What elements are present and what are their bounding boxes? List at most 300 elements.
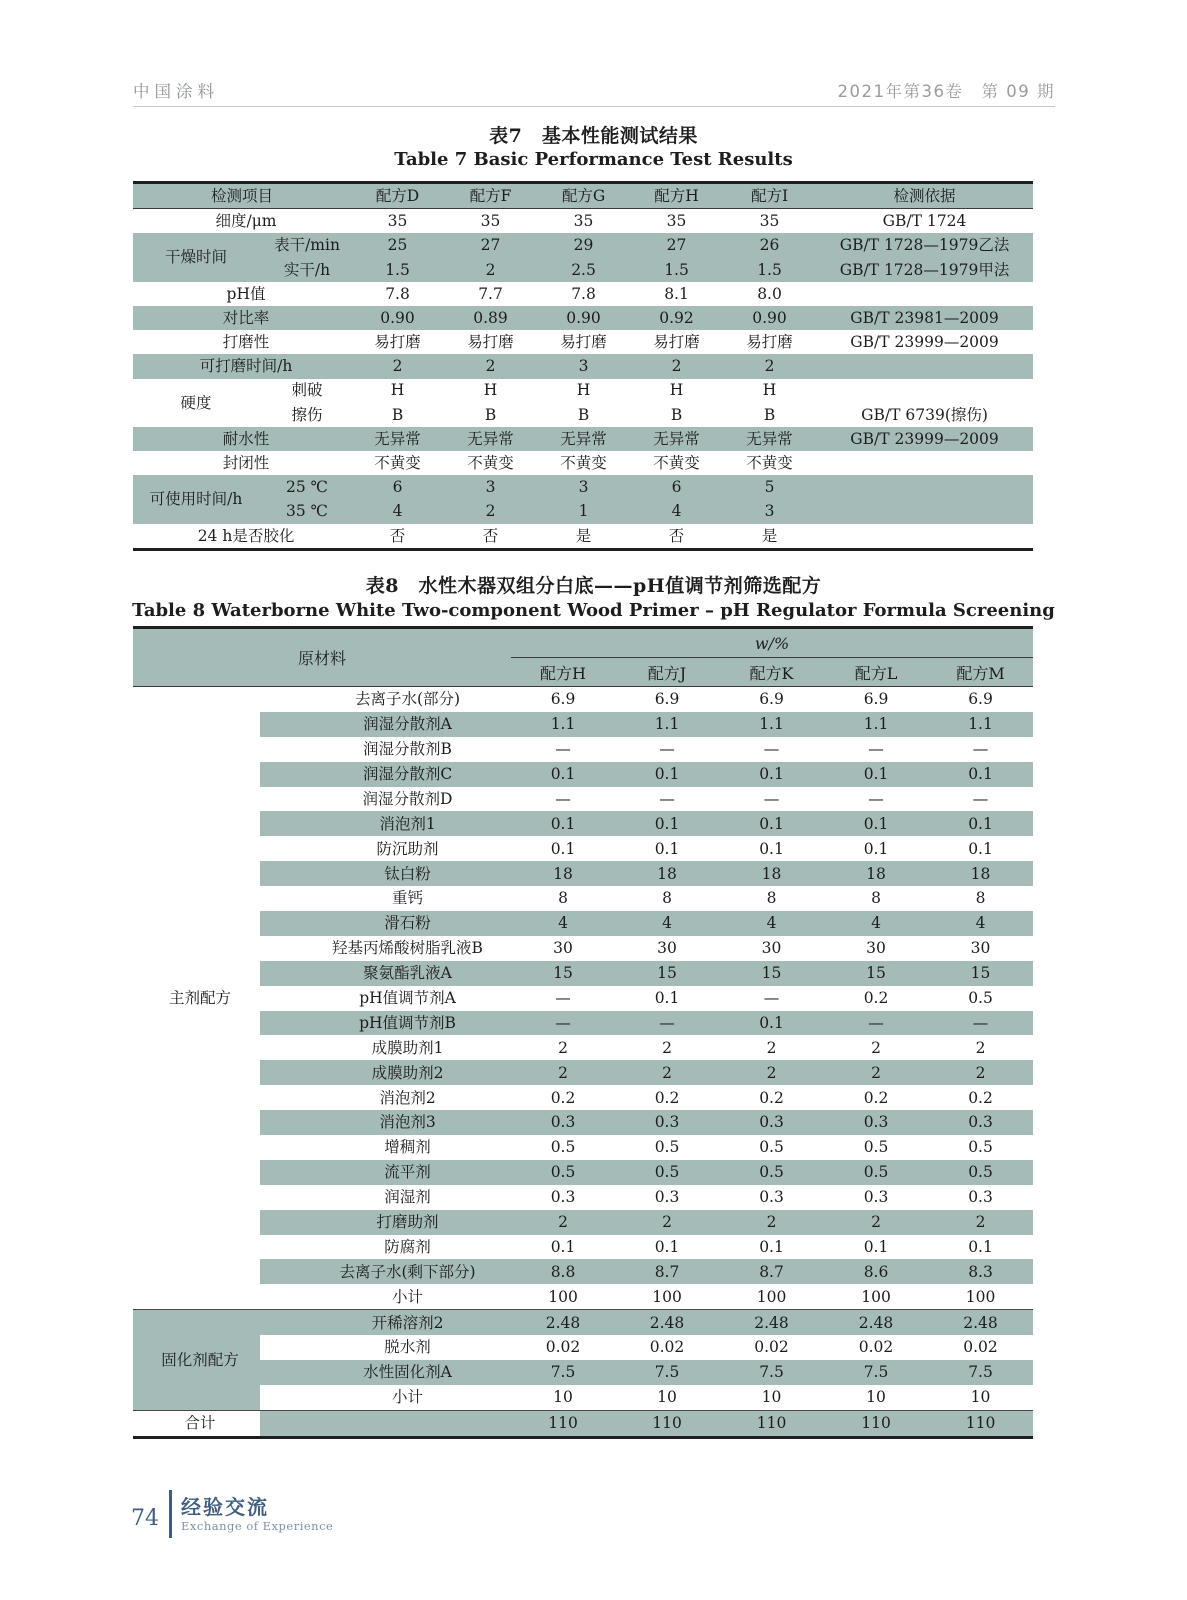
sub-cell: 实干/h [251,258,351,282]
value-cell: 0.2 [654,1088,680,1107]
mat-cell: 流平剂 [260,1160,511,1185]
table-row [133,499,1033,523]
value-cell: 5 [723,475,816,499]
header-cell: 配方I [723,183,816,209]
header-cell: 检测项目 [133,183,351,209]
value-cell [816,499,1033,523]
value-cell: 8.8 [511,1259,615,1284]
value-cell: 0.1 [615,811,719,836]
value-cell: 1.5 [630,258,723,282]
sub-cell: 刺破 [291,381,323,400]
value-cell: B [391,405,404,424]
value-cell: 100 [652,1287,682,1306]
value-cell: 3 [723,499,816,523]
value-cell: 0.02 [649,1338,685,1357]
value-cell: 2 [511,1060,615,1085]
mat-cell: 去离子水(剩下部分) [260,1259,511,1284]
value-cell: 0.1 [550,839,576,858]
mat-cell: 成膜助剂1 [371,1038,444,1057]
value-cell: 100 [756,1287,787,1306]
value-cell: 15 [511,961,615,986]
value-cell: — [555,789,571,808]
value-cell: 不黄变 [746,454,793,473]
value-cell: B [484,405,497,424]
sub-cell: 表干/min [251,233,351,257]
value-cell: 30 [657,939,677,958]
value-cell: 0.3 [759,1188,784,1207]
table-row [133,427,1033,451]
formula-m-header: 配方M [928,658,1033,687]
value-cell: 0.1 [719,1011,824,1036]
value-cell: 0.02 [858,1338,894,1357]
mat-cell: 增稠剂 [384,1138,431,1157]
mat-cell: 聚氨酯乳液A [260,961,511,986]
table-row [133,282,1033,306]
value-cell: GB/T 6739(擦伤) [861,405,988,424]
value-cell: 2 [766,1038,777,1057]
value-cell: 2.48 [615,1310,719,1335]
value-cell: 15 [824,961,928,986]
mat-cell: 脱水剂 [384,1338,431,1357]
table7-title-cn: 表7 基本性能测试结果 [489,125,698,147]
value-cell: 35 [387,212,408,231]
value-cell: 27 [444,233,537,257]
table-row [133,712,1033,737]
value-cell: 4 [351,499,444,523]
mat-cell: 打磨助剂 [260,1210,511,1235]
value-cell: 10 [657,1388,677,1407]
header-cell: 配方H [630,183,723,209]
value-cell: 110 [719,1410,824,1437]
value-cell: 10 [553,1388,573,1407]
table-row [133,1135,1033,1160]
value-cell: — [511,1011,615,1036]
header-cell: 配方G [537,183,630,209]
value-cell: 0.3 [511,1110,615,1135]
formula-j-header: 配方J [615,658,719,687]
table-row [133,379,1033,403]
value-cell: 2 [719,1060,824,1085]
value-cell: 2 [558,1038,568,1057]
table-row [133,1385,1033,1410]
table8-header-row-1 [133,628,1033,658]
value-cell: 0.1 [719,811,824,836]
table-row [133,354,1033,378]
value-cell: 100 [548,1287,578,1306]
value-cell: 不黄变 [560,454,607,473]
table-row [133,451,1033,475]
value-cell: 0.1 [863,1237,889,1256]
value-cell: — [868,740,884,759]
value-cell: H [576,381,591,400]
value-cell: 3 [537,354,630,378]
value-cell: GB/T 23999—2009 [850,333,999,352]
table-row [133,961,1033,986]
value-cell: 不黄变 [653,454,700,473]
value-cell [816,379,1033,403]
value-cell: 35 [759,212,780,231]
lbl-cell: pH值 [226,284,266,303]
mat-cell: 防腐剂 [384,1237,431,1256]
value-cell: 0.90 [351,306,444,330]
table-row [133,1259,1033,1284]
value-cell: 3 [537,475,630,499]
value-cell: 8 [871,889,881,908]
value-cell: 0.5 [550,1138,576,1157]
table-row [133,524,1033,550]
value-cell: 35 [573,212,594,231]
value-cell: 0.1 [824,811,928,836]
value-cell: 0.92 [630,306,723,330]
value-cell: 0.5 [968,989,993,1007]
mat-cell: 滑石粉 [260,911,511,936]
value-cell: 4 [630,499,723,523]
value-cell: GB/T 1724 [882,212,967,231]
header-cell: 配方F [444,183,537,209]
value-cell: 0.2 [968,1088,993,1107]
value-cell: 18 [824,861,928,886]
value-cell: 7.5 [928,1360,1033,1385]
table-row [133,1410,1033,1437]
table-row [133,986,1033,1011]
value-cell: 无异常 [537,427,630,451]
value-cell: 110 [824,1410,928,1437]
value-cell: 4 [928,911,1033,936]
value-cell: 0.1 [968,839,993,858]
value-cell: GB/T 23981—2009 [816,306,1033,330]
value-cell: 0.2 [550,1088,576,1107]
value-cell: 2.48 [928,1310,1033,1335]
mat-cell: 成膜助剂2 [260,1060,511,1085]
value-cell: 10 [866,1388,886,1407]
value-cell: 1.5 [351,258,444,282]
value-cell: 1.1 [928,712,1033,737]
section-title-cn: 经验交流 [181,1494,269,1519]
mat-cell: 消泡剂2 [379,1088,436,1107]
value-cell: 2 [723,354,816,378]
value-cell: 8 [558,889,568,908]
mass-fraction-header: w/% [511,628,1033,658]
material-column-header: 原材料 [133,628,511,687]
value-cell: 易打磨 [560,333,607,352]
value-cell: 8 [766,889,777,908]
table-row [133,787,1033,812]
value-cell: 8 [662,889,672,908]
lbl-cell: 细度/μm [215,212,277,231]
value-cell: 0.02 [963,1338,998,1357]
value-cell: 7.5 [824,1360,928,1385]
value-cell: 7.8 [385,284,410,303]
sub-cell: 擦伤 [291,405,323,424]
issue-info: 2021年第36卷 第 09 期 [837,82,1055,101]
lbl-cell: 硬度 [180,393,212,412]
mat-cell: 防沉助剂 [376,839,439,858]
value-cell: — [972,789,989,808]
value-cell: 2 [662,1038,672,1057]
formula-h-header: 配方H [511,658,615,687]
value-cell: 0.2 [863,989,889,1007]
value-cell: 2 [719,1210,824,1235]
value-cell: 否 [482,526,499,545]
value-cell: 100 [861,1287,891,1306]
value-cell: 2.48 [824,1310,928,1335]
value-cell: 0.1 [615,762,719,787]
value-cell: 6 [351,475,444,499]
table-row [133,936,1033,961]
value-cell: 0.1 [719,762,824,787]
value-cell: 0.1 [824,762,928,787]
value-cell: 是 [761,526,778,545]
value-cell: 8.0 [757,284,782,303]
page-header [133,76,1055,107]
value-cell: 18 [719,861,824,886]
value-cell: 8.3 [928,1259,1033,1284]
value-cell: 2 [824,1210,928,1235]
mat-cell: 润湿剂 [384,1188,431,1207]
value-cell: 8.6 [824,1259,928,1284]
table-row [133,1185,1033,1210]
cat-cell: 主剂配方 [133,687,260,1310]
value-cell: 2 [615,1210,719,1235]
mat-cell: 小计 [392,1388,424,1407]
page-number: 74 [131,1505,159,1531]
value-cell: 2 [824,1060,928,1085]
lbl-cell: 打磨性 [222,333,270,352]
value-cell: 2 [630,354,723,378]
table-row [133,1335,1033,1360]
value-cell: — [824,1011,928,1036]
table-row [133,1160,1033,1185]
value-cell: 7.8 [571,284,596,303]
table-row [133,1310,1033,1335]
value-cell: H [669,381,684,400]
value-cell: 2 [511,1210,615,1235]
table8-title-en: Table 8 Waterborne White Two-component Wood Primer – pH Regulator Formula Screening [132,600,1055,621]
value-cell: 110 [615,1410,719,1437]
value-cell: — [555,740,571,759]
table-row [133,762,1033,787]
value-cell: 0.5 [511,1160,615,1185]
value-cell: 2.5 [537,258,630,282]
footer-section [181,1496,333,1533]
value-cell [816,475,1033,499]
journal-name: 中国涂料 [133,82,219,101]
mat-cell: 重钙 [392,889,424,908]
value-cell: 0.1 [511,762,615,787]
table-row [133,1110,1033,1135]
value-cell: 1.1 [511,712,615,737]
value-cell: GB/T 23999—2009 [816,427,1033,451]
value-cell: 27 [630,233,723,257]
value-cell: 0.5 [863,1138,889,1157]
value-cell: 0.1 [928,811,1033,836]
value-cell: 0.5 [968,1138,993,1157]
value-cell: 110 [511,1410,615,1437]
value-cell: 7.5 [719,1360,824,1385]
value-cell: — [659,740,675,759]
table-row [133,1360,1033,1385]
value-cell: 0.5 [759,1138,784,1157]
value-cell [816,282,1033,306]
value-cell: B [670,405,683,424]
value-cell: 易打磨 [653,333,700,352]
value-cell: — [555,989,571,1007]
value-cell: 8.7 [719,1259,824,1284]
value-cell: 18 [928,861,1033,886]
value-cell: 2.48 [511,1310,615,1335]
value-cell: H [390,381,405,400]
value-cell: 0.89 [444,306,537,330]
value-cell: 4 [511,911,615,936]
value-cell: 0.1 [654,1237,680,1256]
table7-basic-performance [133,181,1033,551]
value-cell: 30 [970,939,991,958]
mat-cell: 润湿分散剂C [260,762,511,787]
value-cell: 0.5 [719,1160,824,1185]
value-cell: 0.3 [550,1188,576,1207]
formula-l-header: 配方L [824,658,928,687]
value-cell: 0.1 [968,1237,993,1256]
value-cell: 29 [537,233,630,257]
value-cell: 易打磨 [746,333,793,352]
mat-cell: pH值调节剂B [260,1011,511,1036]
value-cell: 0.1 [928,762,1033,787]
value-cell: 0.1 [550,1237,576,1256]
value-cell: H [483,381,498,400]
table-row [133,836,1033,861]
value-cell: 10 [761,1388,782,1407]
value-cell: 无异常 [630,427,723,451]
value-cell: 无异常 [723,427,816,451]
value-cell: 不黄变 [467,454,514,473]
value-cell: — [763,989,780,1007]
value-cell: — [763,789,780,808]
value-cell: 2 [615,1060,719,1085]
value-cell: 易打磨 [467,333,514,352]
value-cell: 30 [761,939,782,958]
table-row [133,1284,1033,1309]
lbl-cell: 耐水性 [133,427,351,451]
mat-cell: 钛白粉 [260,861,511,886]
value-cell: 35 [666,212,687,231]
value-cell: 2.48 [719,1310,824,1335]
value-cell: 1.1 [719,712,824,737]
lbl-cell: 可打磨时间/h [133,354,351,378]
value-cell: 0.5 [615,1160,719,1185]
value-cell: 6.9 [863,690,889,709]
value-cell: 6 [630,475,723,499]
value-cell: 100 [965,1287,996,1306]
value-cell: 7.5 [615,1360,719,1385]
value-cell: 1 [537,499,630,523]
table-row [133,1011,1033,1036]
value-cell: 0.3 [968,1188,993,1207]
lbl-cell: 干燥时间 [133,233,251,281]
table-row [133,737,1033,762]
table-row [133,1210,1033,1235]
value-cell: 是 [575,526,592,545]
table7-title-en: Table 7 Basic Performance Test Results [394,149,793,170]
table-row [133,306,1033,330]
value-cell: 否 [389,526,406,545]
value-cell: 2 [351,354,444,378]
value-cell: 0.3 [928,1110,1033,1135]
value-cell: 0.90 [537,306,630,330]
value-cell: 0.5 [928,1160,1033,1185]
table8-title-cn: 表8 水性木器双组分白底——pH值调节剂筛选配方 [365,575,822,597]
table-row [133,209,1033,234]
value-cell: 0.2 [759,1088,784,1107]
value-cell: 2 [871,1038,881,1057]
value-cell: 7.5 [511,1360,615,1385]
value-cell: 2 [444,354,537,378]
mat-cell: 去离子水(部分) [354,690,461,709]
value-cell: 7.7 [478,284,503,303]
value-cell: 15 [615,961,719,986]
value-cell: 2 [444,499,537,523]
value-cell: 6.9 [550,690,576,709]
header-cell: 检测依据 [816,183,1033,209]
table-row [133,330,1033,354]
value-cell: 1.5 [723,258,816,282]
value-cell: 0.1 [511,811,615,836]
page-footer [131,1490,333,1538]
lbl-cell: 对比率 [133,306,351,330]
mat-cell: 润湿分散剂B [363,740,452,759]
value-cell: 8 [975,889,986,908]
value-cell: 3 [444,475,537,499]
mat-cell: pH值调节剂A [359,989,456,1007]
value-cell: 2 [928,1060,1033,1085]
value-cell: 无异常 [351,427,444,451]
lbl-cell: 可使用时间/h [133,475,251,523]
value-cell: 18 [511,861,615,886]
value-cell [816,451,1033,475]
value-cell: 0.1 [654,839,680,858]
value-cell: 6.9 [654,690,680,709]
lbl-cell: 24 h是否胶化 [197,526,295,545]
mat-cell: 消泡剂3 [260,1110,511,1135]
value-cell: 0.3 [719,1110,824,1135]
value-cell: 30 [866,939,886,958]
value-cell: 8.7 [615,1259,719,1284]
value-cell: 易打磨 [374,333,421,352]
table-row [133,911,1033,936]
cat-cell: 固化剂配方 [133,1310,260,1411]
value-cell: 0.3 [615,1110,719,1135]
table-row [133,258,1033,282]
value-cell: — [928,1011,1033,1036]
sub-cell: 35 ℃ [251,499,351,523]
value-cell: 6.9 [759,690,784,709]
value-cell: 0.02 [754,1338,789,1357]
value-cell: B [763,405,776,424]
table-row [133,233,1033,257]
section-title-en: Exchange of Experience [181,1518,334,1533]
value-cell: 4 [719,911,824,936]
mat-cell: 水性固化剂A [260,1360,511,1385]
value-cell: 0.3 [654,1188,680,1207]
value-cell: 不黄变 [374,454,421,473]
value-cell: 2 [975,1038,986,1057]
value-cell: 2 [928,1210,1033,1235]
sub-cell: 25 ℃ [251,475,351,499]
value-cell: 0.1 [759,839,784,858]
value-cell: 0.3 [824,1110,928,1135]
value-cell: 0.1 [654,989,680,1007]
value-cell: 10 [970,1388,991,1407]
value-cell: 15 [719,961,824,986]
